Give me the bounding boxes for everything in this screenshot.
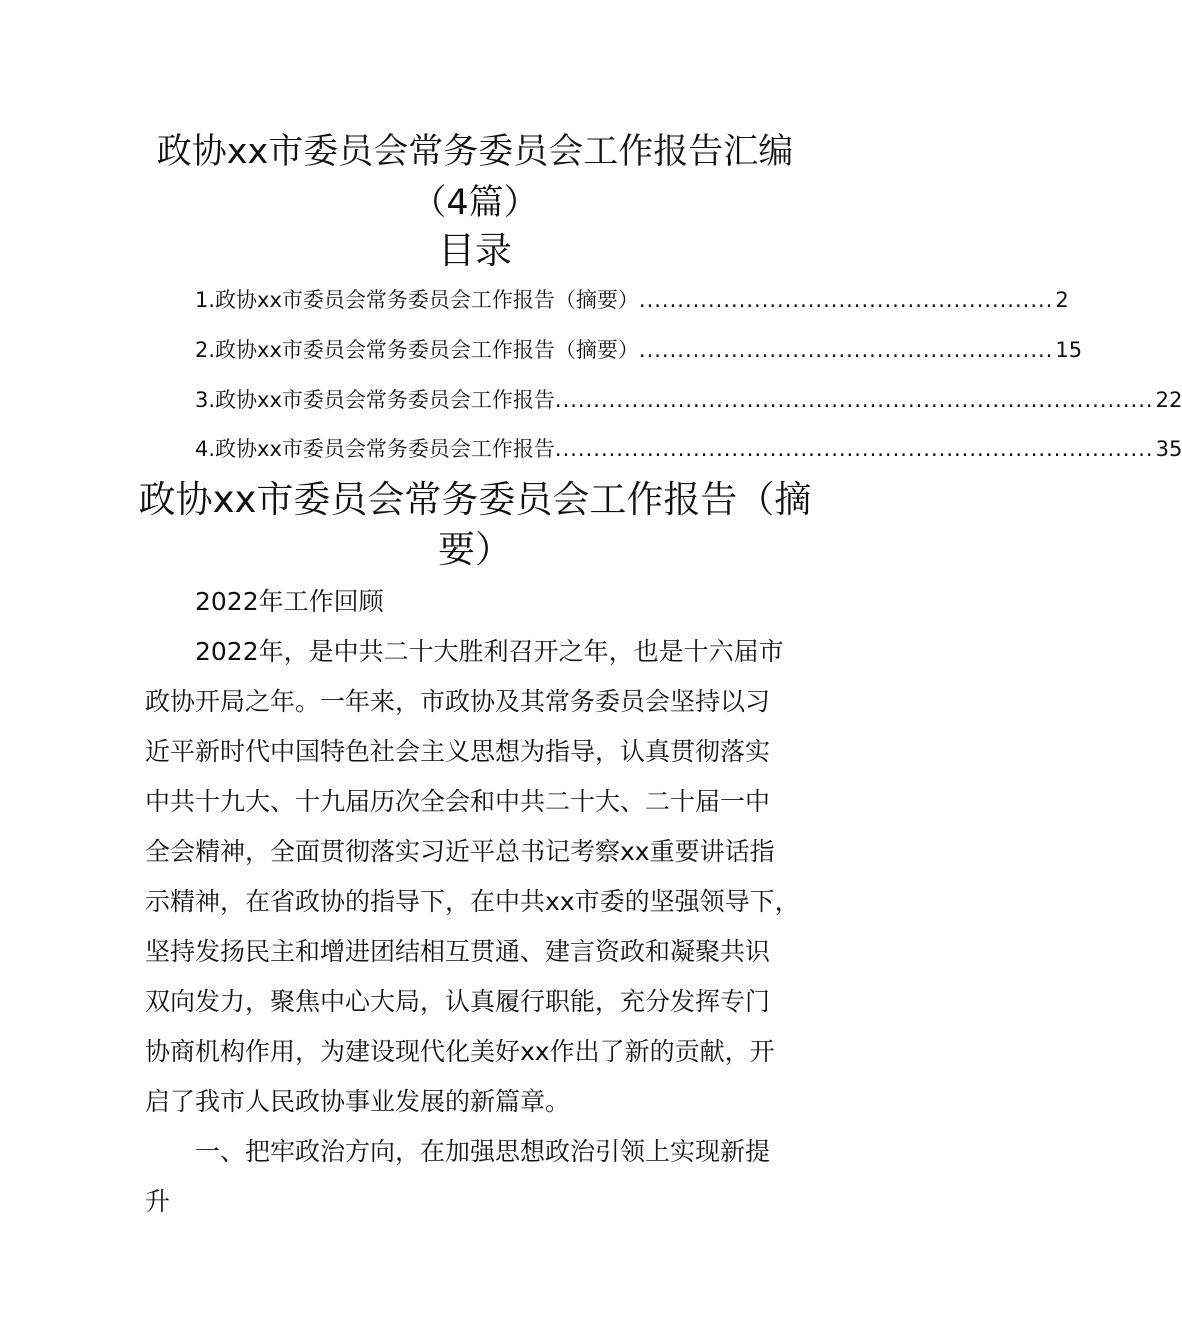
toc-entry-label: 2.政协xx市委员会常务委员会工作报告（摘要） [195, 338, 639, 362]
paragraph-line: 协商机构作用，为建设现代化美好xx作出了新的贡献，开 [145, 1037, 775, 1066]
paragraph-line: 全会精神，全面贯彻落实习近平总书记考察xx重要讲话指 [145, 837, 775, 866]
toc-entry[interactable] [195, 285, 1069, 315]
paragraph-line: 中共十九大、十九届历次全会和中共二十大、二十届一中 [145, 787, 771, 816]
paragraph-line: 2022年，是中共二十大胜利召开之年，也是十六届市 [195, 637, 784, 666]
paragraph-line: 双向发力，聚焦中心大局，认真履行职能，充分发挥专门 [145, 987, 771, 1016]
heading-line: 升 [145, 1187, 171, 1216]
toc-heading: 目录 [438, 229, 512, 272]
paragraph-line: 启了我市人民政协事业发展的新篇章。 [145, 1087, 571, 1116]
toc-page-number: 15 [1055, 338, 1083, 362]
body-paragraph [145, 627, 825, 1127]
toc-entry[interactable] [195, 385, 1182, 415]
section-title: 政协xx市委员会常务委员会工作报告（摘 [138, 478, 812, 521]
paragraph-line: 示精神，在省政协的指导下，在中共xx市委的坚强领导下， [145, 887, 800, 916]
toc-page-number: 2 [1055, 288, 1069, 312]
document-title: 政协xx市委员会常务委员会工作报告汇编 [156, 132, 794, 172]
toc-leader-dots: .............................................................................. [554, 388, 1154, 412]
subheading: 2022年工作回顾 [195, 587, 384, 616]
toc-page-number: 22 [1155, 388, 1182, 412]
section-title-continued: 要） [438, 528, 512, 571]
paragraph-line: 政协开局之年。一年来，市政协及其常务委员会坚持以习 [145, 687, 771, 716]
toc-entry[interactable] [195, 335, 1083, 365]
toc-page-number: 35 [1155, 437, 1182, 461]
document-title-count: （4篇） [411, 183, 539, 223]
paragraph-line: 坚持发扬民主和增进团结相互贯通、建言资政和凝聚共识 [145, 937, 771, 966]
toc-leader-dots: ...................................................... [638, 288, 1054, 312]
toc-leader-dots: .............................................................................. [554, 437, 1154, 461]
section-heading [145, 1127, 825, 1227]
toc-entry-label: 3.政协xx市委员会常务委员会工作报告 [195, 388, 555, 412]
heading-line: 一、把牢政治方向，在加强思想政治引领上实现新提 [195, 1137, 771, 1166]
toc-entry-label: 4.政协xx市委员会常务委员会工作报告 [195, 437, 555, 461]
toc-entry[interactable] [195, 434, 1182, 464]
toc-leader-dots: ...................................................... [638, 338, 1054, 362]
toc-entry-label: 1.政协xx市委员会常务委员会工作报告（摘要） [195, 288, 639, 312]
paragraph-line: 近平新时代中国特色社会主义思想为指导，认真贯彻落实 [145, 737, 771, 766]
